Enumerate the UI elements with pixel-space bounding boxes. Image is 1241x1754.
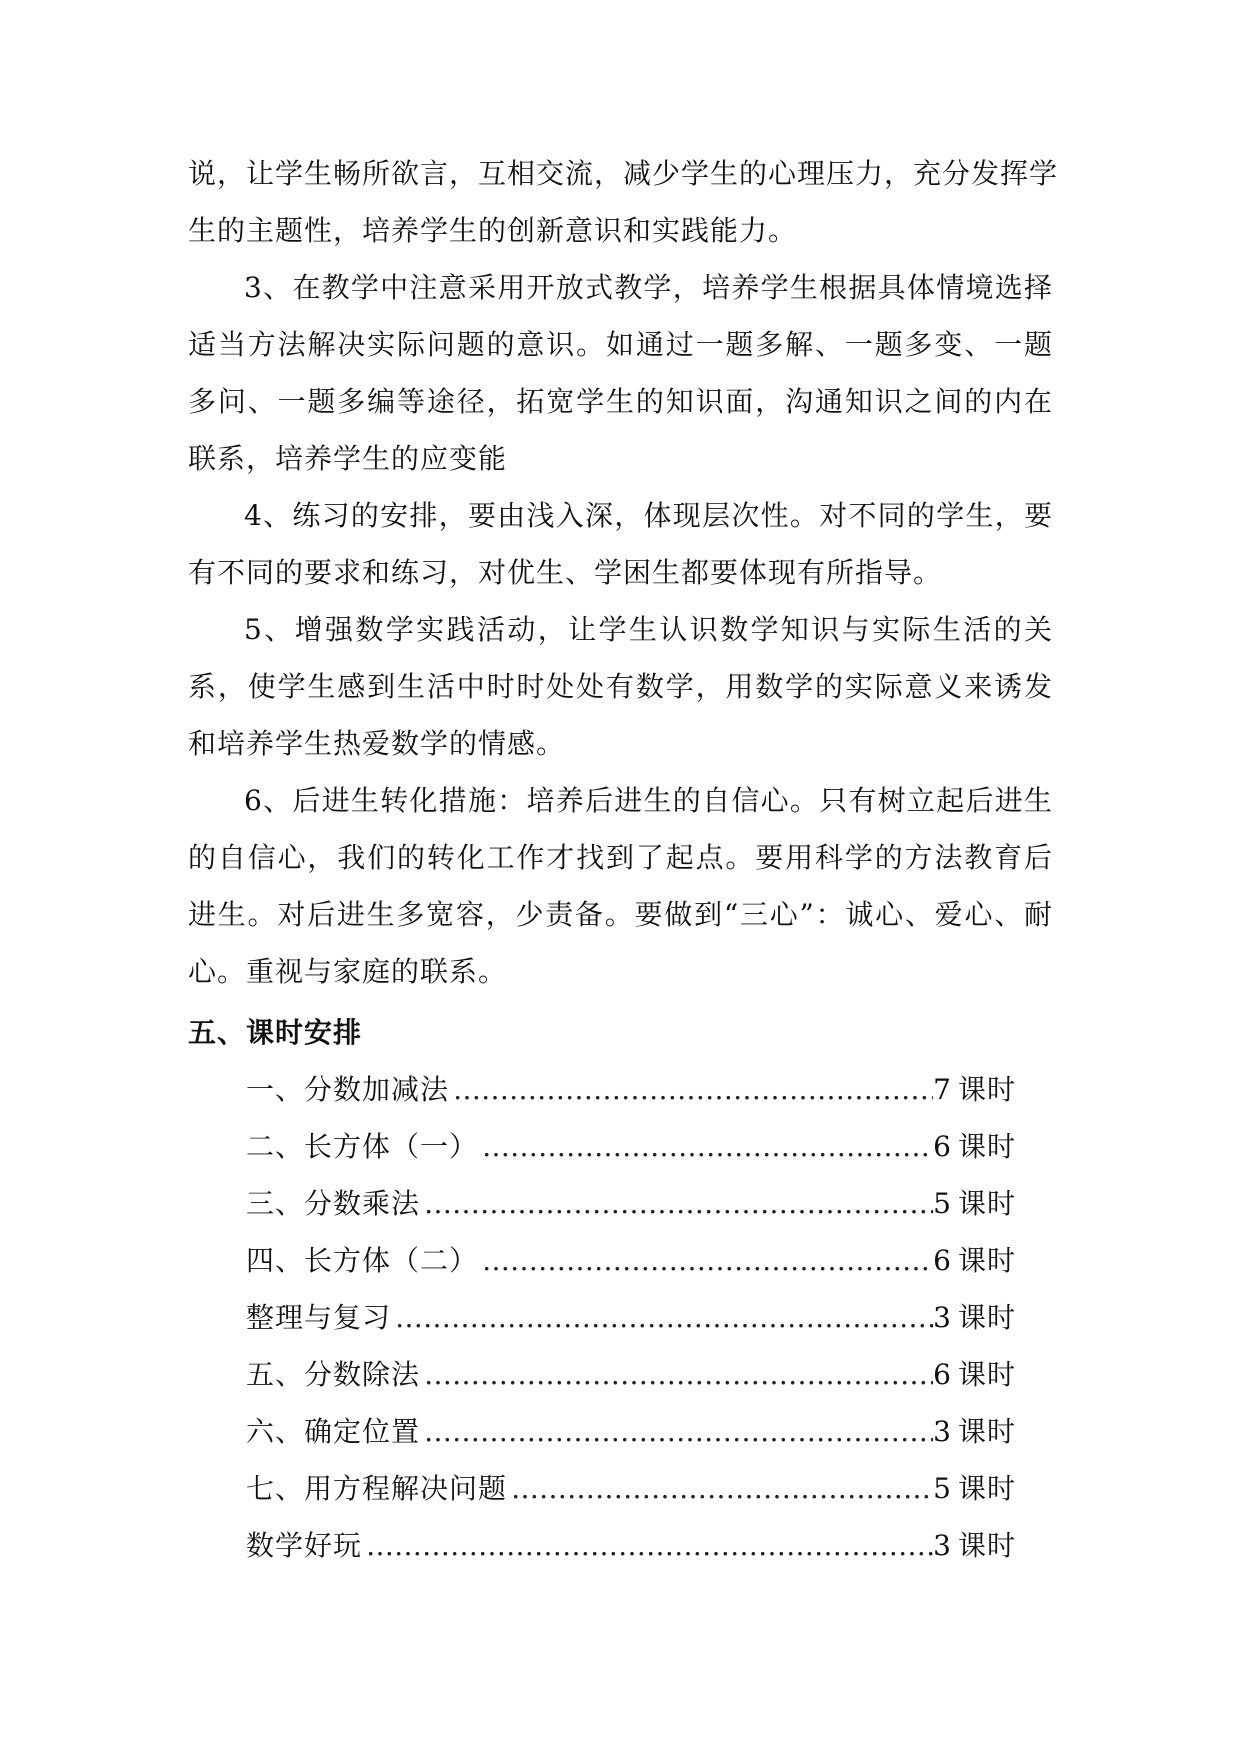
schedule-row-label: 数学好玩 xyxy=(246,1529,363,1562)
schedule-row-unit: 课时 xyxy=(957,1187,1016,1220)
paragraph-item-5: 5、增强数学实践活动，让学生认识数学知识与实际生活的关系，使学生感到生活中时时处处有数学，用数学的实际意义来诱发和培养学生热爱数学的情感。 xyxy=(188,613,1053,760)
schedule-row-hours: 7 xyxy=(933,1073,952,1106)
schedule-row-label: 七、用方程解决问题 xyxy=(246,1472,508,1505)
dot-leader xyxy=(478,1118,933,1175)
schedule-row-label: 一、分数加减法 xyxy=(246,1073,450,1106)
dot-leader xyxy=(449,1061,933,1118)
paragraph-line: 说，让学生畅所欲言，互相交流，减少学生的心理压力，充分发挥学 xyxy=(188,157,1059,190)
schedule-row-hours: 3 xyxy=(933,1301,952,1334)
paragraph-line: 生的主题性，培养学生的创新意识和实践能力。 xyxy=(188,214,798,247)
schedule-row-unit: 课时 xyxy=(957,1244,1016,1277)
dot-leader xyxy=(420,1403,933,1460)
schedule-row xyxy=(246,1460,1016,1517)
schedule-row-unit: 课时 xyxy=(957,1529,1016,1562)
schedule-row-unit: 课时 xyxy=(957,1301,1016,1334)
dot-leader xyxy=(391,1289,933,1346)
schedule-row-hours: 5 xyxy=(933,1472,952,1505)
schedule-row xyxy=(246,1403,1016,1460)
schedule-row-hours: 5 xyxy=(933,1187,952,1220)
schedule-row-label: 六、确定位置 xyxy=(246,1415,421,1448)
schedule-row xyxy=(246,1232,1016,1289)
paragraph-continued xyxy=(188,145,1059,259)
schedule-row xyxy=(246,1061,1016,1118)
schedule-row xyxy=(246,1289,1016,1346)
schedule-row xyxy=(246,1175,1016,1232)
schedule-row-unit: 课时 xyxy=(957,1073,1016,1106)
paragraph-item-6: 6、后进生转化措施：培养后进生的自信心。只有树立起后进生的自信心，我们的转化工作才找到了起点。要用科学的方法教育后进生。对后进生多宽容，少责备。要做到“三心”：诚心、爱心、耐心。重视与家庭的联系。 xyxy=(188,784,1053,988)
schedule-row-hours: 6 xyxy=(933,1358,952,1391)
schedule-row-label: 五、分数除法 xyxy=(246,1358,421,1391)
schedule-row-label: 二、长方体（一） xyxy=(246,1130,479,1163)
document-content xyxy=(188,145,1059,1574)
schedule-row-label: 整理与复习 xyxy=(246,1301,392,1334)
schedule-row xyxy=(246,1517,1016,1574)
schedule-row-label: 四、长方体（二） xyxy=(246,1244,479,1277)
paragraph-item-4: 4、练习的安排，要由浅入深，体现层次性。对不同的学生，要有不同的要求和练习，对优生、学困生都要体现有所指导。 xyxy=(188,499,1053,589)
schedule-row-unit: 课时 xyxy=(957,1358,1016,1391)
schedule-row-hours: 6 xyxy=(933,1130,952,1163)
dot-leader xyxy=(420,1175,933,1232)
schedule-row-unit: 课时 xyxy=(957,1130,1016,1163)
dot-leader xyxy=(507,1460,933,1517)
dot-leader xyxy=(420,1346,933,1403)
schedule-row-hours: 3 xyxy=(933,1529,952,1562)
schedule-row-label: 三、分数乘法 xyxy=(246,1187,421,1220)
schedule-row xyxy=(246,1346,1016,1403)
section-heading: 五、课时安排 xyxy=(188,1016,363,1049)
dot-leader xyxy=(478,1232,933,1289)
schedule-row-unit: 课时 xyxy=(957,1415,1016,1448)
schedule-row-hours: 3 xyxy=(933,1415,952,1448)
dot-leader xyxy=(362,1517,933,1574)
schedule-row-hours: 6 xyxy=(933,1244,952,1277)
schedule-row-unit: 课时 xyxy=(957,1472,1016,1505)
schedule-row xyxy=(246,1118,1016,1175)
paragraph-item-3: 3、在教学中注意采用开放式教学，培养学生根据具体情境选择适当方法解决实际问题的意识。如通过一题多解、一题多变、一题多问、一题多编等途径，拓宽学生的知识面，沟通知识之间的内在联系，培养学生的应变能 xyxy=(188,271,1053,475)
schedule-list xyxy=(188,1061,1053,1574)
